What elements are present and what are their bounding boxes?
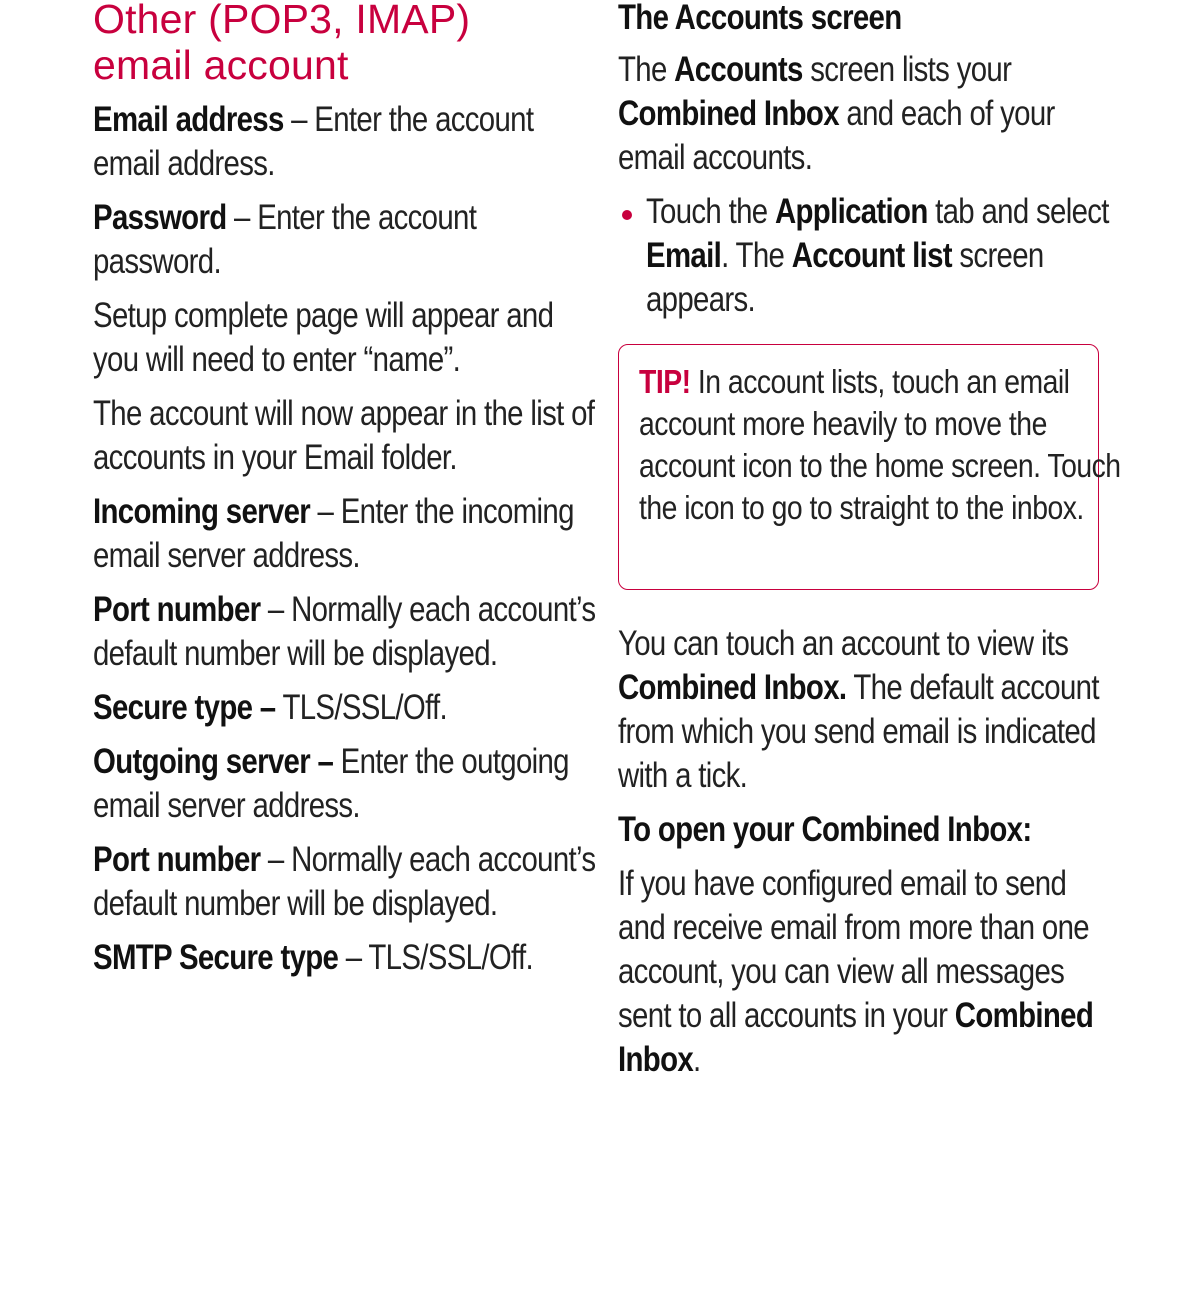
bullet-text-1: Touch the <box>646 192 775 231</box>
bullet-bold-application: Application <box>774 192 928 231</box>
intro-text-1: The <box>618 50 675 89</box>
bullet-text-3: . The <box>721 236 792 275</box>
port-number-text-2: – Normally each account’s default number will be displayed. <box>93 840 596 923</box>
smtp-secure-type-label: SMTP Secure type <box>93 938 339 977</box>
password-label: Password <box>93 198 227 237</box>
smtp-secure-type-paragraph <box>93 936 597 980</box>
incoming-server-label: Incoming server <box>93 492 311 531</box>
password-paragraph <box>93 196 597 284</box>
configured-text-2: . <box>693 1040 701 1079</box>
secure-type-label: Secure type – <box>93 688 276 727</box>
smtp-secure-type-text: – TLS/SSL/Off. <box>338 938 533 977</box>
section-title-line-1: Other (POP3, IMAP) <box>93 0 471 42</box>
incoming-server-paragraph <box>93 490 597 578</box>
touch-account-paragraph <box>618 622 1112 798</box>
bullet-paragraph <box>646 190 1112 322</box>
open-combined-inbox-heading: To open your Combined Inbox: <box>618 810 1032 849</box>
accounts-screen-heading: The Accounts screen <box>618 0 902 37</box>
port-number-paragraph-2 <box>93 838 597 926</box>
intro-bold-combined-inbox: Combined Inbox <box>618 94 839 133</box>
intro-text-3: and each of your email accounts. <box>618 94 1055 177</box>
touch-account-text-2: The default account from which you send email is indicated with a tick. <box>618 668 1099 795</box>
email-address-paragraph <box>93 98 597 186</box>
password-text: – Enter the account password. <box>93 198 477 281</box>
tip-text: In account lists, touch an email account more heavily to move the account icon to the home screen. Touch the icon to go to straight to the inbox. <box>639 363 1121 526</box>
bullet-list-item <box>618 190 1108 322</box>
secure-type-paragraph <box>93 686 597 730</box>
intro-bold-accounts: Accounts <box>674 50 803 89</box>
outgoing-server-label: Outgoing server – <box>93 742 334 781</box>
port-number-label-2: Port number <box>93 840 261 879</box>
bullet-dot-icon <box>622 210 632 220</box>
configured-bold-combined-inbox: Combined Inbox <box>618 996 1094 1079</box>
outgoing-server-paragraph <box>93 740 597 828</box>
setup-complete-paragraph: Setup complete page will appear and you will need to enter “name”. <box>93 296 554 379</box>
port-number-paragraph-1 <box>93 588 597 676</box>
configured-text-1: If you have configured email to send and receive email from more than one account, you can view all messages sent to all accounts in your <box>618 864 1089 1035</box>
tip-label: TIP! <box>639 363 691 400</box>
accounts-intro-paragraph <box>618 48 1112 180</box>
touch-account-text-1: You can touch an account to view its <box>618 624 1069 663</box>
email-address-text: – Enter the account email address. <box>93 100 534 183</box>
email-address-label: Email address <box>93 100 284 139</box>
port-number-label-1: Port number <box>93 590 261 629</box>
touch-account-bold-combined-inbox: Combined Inbox. <box>618 668 847 707</box>
port-number-text-1: – Normally each account’s default number will be displayed. <box>93 590 596 673</box>
section-title <box>93 0 593 88</box>
incoming-server-text: – Enter the incoming email server address. <box>93 492 574 575</box>
left-column <box>93 0 596 980</box>
outgoing-server-text: Enter the outgoing email server address. <box>93 742 569 825</box>
tip-paragraph <box>639 361 1125 529</box>
section-title-line-2: email account <box>93 42 349 88</box>
account-appear-paragraph: The account will now appear in the list of accounts in your Email folder. <box>93 394 595 477</box>
configured-paragraph <box>618 862 1112 1082</box>
bullet-bold-account-list: Account list <box>791 236 952 275</box>
bullet-text-4: screen appears. <box>646 236 1044 319</box>
bullet-text-2: tab and select <box>927 192 1109 231</box>
tip-box <box>618 344 1121 590</box>
secure-type-text: TLS/SSL/Off. <box>275 688 448 727</box>
bullet-bold-email: Email <box>646 236 722 275</box>
intro-text-2: screen lists your <box>802 50 1012 89</box>
